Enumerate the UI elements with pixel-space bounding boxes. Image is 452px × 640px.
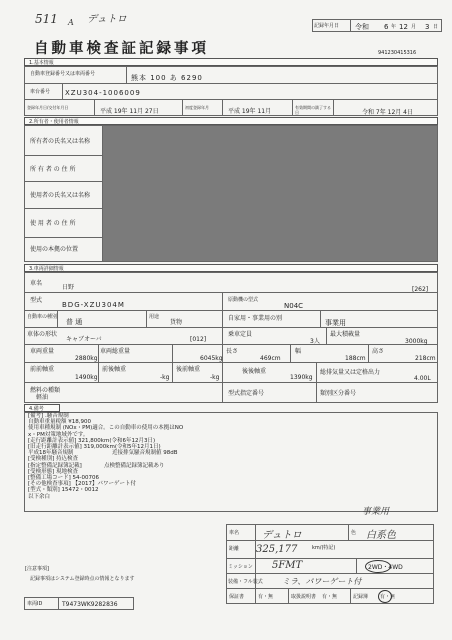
- use-value: 貨物: [170, 319, 183, 326]
- width-value: 188cm: [345, 355, 366, 362]
- doc-number: 941230415316: [378, 50, 417, 56]
- record-date-day: 3: [425, 23, 430, 31]
- reg-number-value: 熊本 100 あ 6290: [131, 74, 203, 82]
- designation-label: 型式指定番号: [228, 390, 265, 397]
- section2-heading: 2.所有者・使用者情報: [24, 117, 438, 125]
- model-label: 型式: [30, 297, 43, 304]
- handwritten-business-use: 事業用: [362, 507, 390, 517]
- memo-record-value: 有・無: [380, 594, 396, 600]
- body-code: [012]: [190, 336, 207, 343]
- maker-code: [262]: [412, 286, 429, 293]
- reg-number-label: 自動車登録番号又は車両番号: [30, 71, 96, 77]
- purpose-label: 自家用・事業用の別: [228, 315, 283, 322]
- width-label: 幅: [295, 348, 302, 355]
- record-date-era: 令和: [355, 23, 369, 31]
- record-date-year-unit: 年: [391, 24, 397, 30]
- handwritten-name: デュトロ: [87, 14, 127, 25]
- ff-axle-label: 前前軸重: [30, 366, 55, 373]
- rr-axle-label: 後後軸重: [242, 368, 267, 375]
- memo-name-label: 車名: [229, 530, 240, 536]
- memo-equip-value: ミラ、パワーゲート付: [282, 577, 362, 586]
- memo-distance-value: 325,177: [256, 544, 298, 555]
- gross-label: 車両総重量: [100, 348, 131, 355]
- remarks-line: [整備工場コード] 54-00706: [28, 475, 100, 482]
- record-date-day-unit: 日: [433, 24, 439, 30]
- handwritten-letter: A: [68, 18, 74, 27]
- section3-heading: 3.車両詳細情報: [24, 264, 438, 272]
- remarks-text: [28, 413, 183, 500]
- memo-manual-value: 有・無: [322, 594, 338, 600]
- remarks-line: 自動車重量税額 ¥18,900: [28, 419, 91, 426]
- height-value: 218cm: [415, 355, 436, 362]
- first-year-value: 平成 19年 11月: [228, 108, 272, 115]
- height-label: 高さ: [372, 348, 385, 355]
- memo-warranty-label: 保証書: [229, 594, 245, 600]
- remarks-line: [受検形態] 現地検査: [28, 468, 79, 475]
- first-reg-value: 平成 19年 11月 27日: [100, 108, 159, 115]
- remarks-line: [旧走行距離計表示値] 319,000km(令和5年12月1日): [28, 444, 161, 451]
- fr-axle-label: 前後軸重: [102, 366, 127, 373]
- memo-color-value: 白系色: [366, 530, 396, 541]
- vehicle-id-value: T9473WK9282836: [62, 601, 118, 608]
- memo-warranty-value: 有・無: [258, 594, 274, 600]
- fuel-label: 燃料の種類: [30, 387, 61, 394]
- section4-heading: 4.備考: [24, 404, 60, 412]
- owner-name-label: 所有者の氏名又は名称: [30, 138, 91, 145]
- user-name-label: 使用者の氏名又は名称: [30, 192, 91, 199]
- record-date-month: 12: [399, 23, 408, 31]
- drive-circle-mark: [365, 560, 391, 573]
- notes-text: 記録事項はシステム登録時点の情報となります: [30, 576, 135, 582]
- section1-heading: 1.基本情報: [24, 58, 438, 66]
- displacement-label: 総排気量又は定格出力: [320, 369, 381, 376]
- length-label: 長さ: [226, 348, 239, 355]
- user-address-label: 使 用 者 の 住 所: [30, 220, 76, 227]
- record-date-month-unit: 月: [411, 24, 417, 30]
- type-label: 自動車の種別: [27, 314, 58, 320]
- body-value: キャブオーバ: [66, 336, 102, 343]
- memo-manual-label: 取扱説明書: [291, 594, 317, 600]
- capacity-value: 3人: [310, 338, 320, 345]
- handwritten-code: 511: [35, 12, 58, 26]
- model-value: BDG-XZU304M: [62, 301, 125, 309]
- capacity-label: 乗車定員: [228, 331, 253, 338]
- memo-record-label: 記録簿: [353, 594, 369, 600]
- base-location-label: 使用の本拠の位置: [30, 246, 79, 253]
- memo-drive-options: 2WD・4WD: [368, 564, 403, 571]
- weight-label: 車両重量: [30, 348, 55, 355]
- type-value: 普 通: [66, 318, 83, 326]
- record-circle-mark: [378, 590, 392, 603]
- remarks-line: [走行距離計表示値] 321,800km(令和6年12月3日): [28, 437, 156, 444]
- use-label: 用途: [149, 314, 160, 320]
- memo-mission-label: ミッション: [228, 564, 253, 570]
- memo-distance-label: 距離: [229, 546, 240, 552]
- fr-axle-value: -kg: [160, 374, 170, 381]
- first-reg-label: 登録年月日/交付年月日: [27, 105, 69, 110]
- length-value: 469cm: [260, 355, 281, 362]
- maxload-value: 3000kg: [405, 338, 428, 345]
- maker-value: 日野: [62, 284, 75, 291]
- rf-axle-value: -kg: [210, 374, 220, 381]
- body-label: 車体の形状: [27, 331, 58, 338]
- vehicle-id-label: 車両ID: [27, 601, 43, 607]
- memo-name-value: デュトロ: [262, 530, 302, 541]
- expiry-value: 令和 7年 12月 4日: [362, 109, 413, 116]
- expiry-label: 有効期間の満了する日: [295, 105, 331, 115]
- remarks-line: x・PM対策地域外です。: [28, 431, 89, 438]
- engine-value: N04C: [284, 302, 304, 310]
- remarks-line: [型式・類別] 15472・0012: [28, 487, 99, 494]
- remarks-line: [指定整備記録簿記載]: [28, 462, 82, 469]
- remarks-line: 使用車種規制 (NOx・PM)適合。この自動車の使用の本拠はNO: [28, 425, 184, 432]
- memo-distance-unit: km/(特記): [312, 545, 336, 551]
- remarks-line: 以下余白: [28, 493, 51, 500]
- class-label: 類別区分番号: [320, 390, 357, 397]
- record-date-year: 6: [384, 23, 389, 31]
- memo-equip-label: 装備・フル装式: [228, 579, 263, 585]
- chassis-label: 車台番号: [30, 89, 51, 95]
- notes-label: [注意事項]: [25, 566, 49, 572]
- owner-address-label: 所 有 者 の 住 所: [30, 166, 76, 173]
- weight-value: 2880kg: [75, 355, 98, 362]
- maintenance-record-note: 点検整備記録簿記載あり: [104, 463, 165, 469]
- engine-label: 原動機の型式: [228, 297, 259, 303]
- first-year-label: 初度登録年月: [185, 105, 209, 110]
- memo-color-label: 色: [351, 530, 357, 536]
- fuel-value: 軽油: [36, 394, 49, 401]
- redaction-block: [103, 126, 437, 261]
- chassis-value: XZU304-1006009: [65, 89, 141, 97]
- rf-axle-label: 後前軸重: [176, 366, 201, 373]
- noise-regulation-value: 近接排気騒音規制値 98dB: [112, 450, 178, 456]
- remarks-line: [その他検査事項] 【2017】パワーゲート付: [28, 481, 137, 488]
- remarks-line: [備考] .騒音規制: [28, 413, 69, 419]
- ff-axle-value: 1490kg: [75, 374, 98, 381]
- remarks-line: [受検種別] 持込検査: [28, 456, 79, 463]
- gross-value: 6045kg: [200, 355, 223, 362]
- remarks-line: 平成18年騒音規制: [28, 450, 74, 457]
- maker-label: 車名: [30, 280, 43, 287]
- record-date-label: 記録年月日: [314, 23, 340, 29]
- purpose-value: 事業用: [325, 319, 346, 327]
- page-title: 自動車検査証記録事項: [34, 40, 209, 57]
- maxload-label: 最大積載量: [330, 331, 361, 338]
- memo-mission-value: 5FMT: [272, 560, 303, 571]
- displacement-value: 4.00L: [414, 375, 431, 382]
- rr-axle-value: 1390kg: [290, 374, 313, 381]
